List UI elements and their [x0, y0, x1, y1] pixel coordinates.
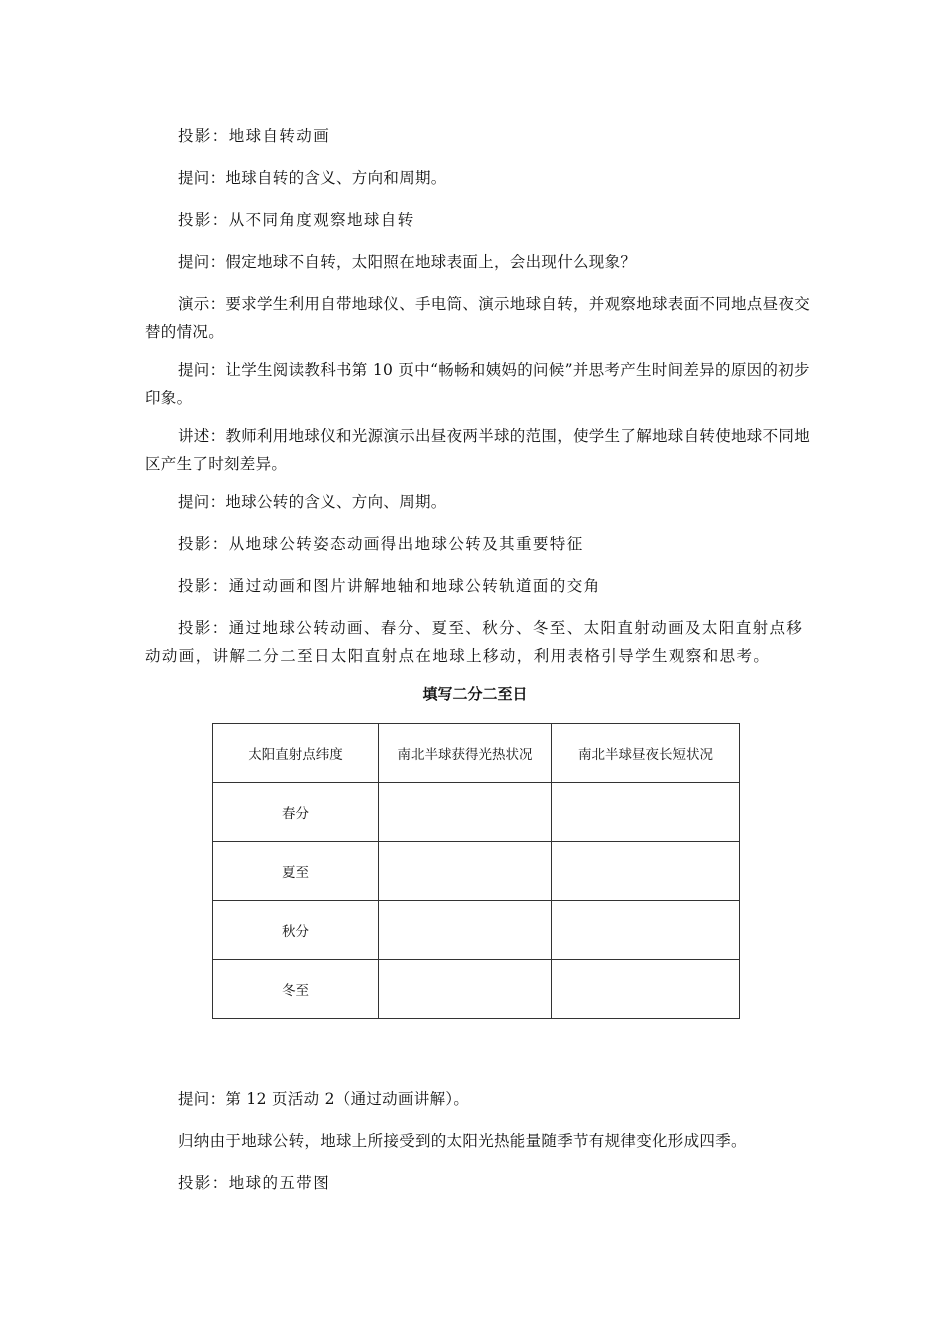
- table-cell-term: 冬至: [213, 960, 379, 1019]
- paragraph-lecture-day-night: 讲述：教师利用地球仪和光源演示出昼夜两半球的范围，使学生了解地球自转使地球不同地区产生了时刻差异。: [145, 427, 811, 473]
- table-cell-blank: [552, 783, 740, 842]
- table-cell-blank: [379, 842, 552, 901]
- solstice-equinox-table: [212, 723, 740, 1019]
- table-row: [213, 783, 740, 842]
- table-row: [213, 842, 740, 901]
- paragraph-projection-revolution-posture: 投影：从地球公转姿态动画得出地球公转及其重要特征: [178, 535, 584, 553]
- paragraph-question-no-rotation: 提问：假定地球不自转，太阳照在地球表面上，会出现什么现象？: [178, 253, 637, 271]
- paragraph-summary-seasons: 归纳由于地球公转，地球上所接受到的太阳光热能量随季节有规律变化形成四季。: [178, 1132, 747, 1150]
- paragraph-question-revolution: 提问：地球公转的含义、方向、周期。: [178, 493, 447, 511]
- paragraph-projection-five-zones: 投影：地球的五带图: [178, 1174, 331, 1192]
- paragraph-projection-axis-angle: 投影：通过动画和图片讲解地轴和地球公转轨道面的交角: [178, 577, 601, 595]
- table-cell-term: 夏至: [213, 842, 379, 901]
- table-header-cell: 太阳直射点纬度: [213, 724, 379, 783]
- table-cell-blank: [379, 960, 552, 1019]
- table-header-row: [213, 724, 740, 783]
- paragraph-projection-rotation-animation: 投影：地球自转动画: [178, 127, 331, 145]
- table-caption: 填写二分二至日: [422, 685, 528, 703]
- table-cell-blank: [552, 960, 740, 1019]
- paragraph-question-rotation-meaning: 提问：地球自转的含义、方向和周期。: [178, 169, 447, 187]
- table-cell-term: 春分: [213, 783, 379, 842]
- paragraph-projection-rotation-angles: 投影：从不同角度观察地球自转: [178, 211, 415, 229]
- paragraph-question-activity: 提问：第 12 页活动 2（通过动画讲解）。: [178, 1090, 470, 1108]
- table-header-cell: 南北半球昼夜长短状况: [552, 724, 740, 783]
- paragraph-projection-solstice-equinox: 投影：通过地球公转动画、春分、夏至、秋分、冬至、太阳直射动画及太阳直射点移动动画，讲解二分二至日太阳直射点在地球上移动，利用表格引导学生观察和思考。: [145, 619, 804, 665]
- table-row: [213, 901, 740, 960]
- table-cell-blank: [379, 783, 552, 842]
- table-header-cell: 南北半球获得光热状况: [379, 724, 552, 783]
- table-cell-blank: [379, 901, 552, 960]
- table-cell-blank: [552, 842, 740, 901]
- table-cell-blank: [552, 901, 740, 960]
- table-cell-term: 秋分: [213, 901, 379, 960]
- paragraph-demonstration-globe: 演示：要求学生利用自带地球仪、手电筒、演示地球自转，并观察地球表面不同地点昼夜交替的情况。: [145, 295, 811, 341]
- table-row: [213, 960, 740, 1019]
- paragraph-question-textbook-reading: 提问：让学生阅读教科书第 10 页中“畅畅和姨妈的问候”并思考产生时间差异的原因的初步印象。: [145, 361, 810, 407]
